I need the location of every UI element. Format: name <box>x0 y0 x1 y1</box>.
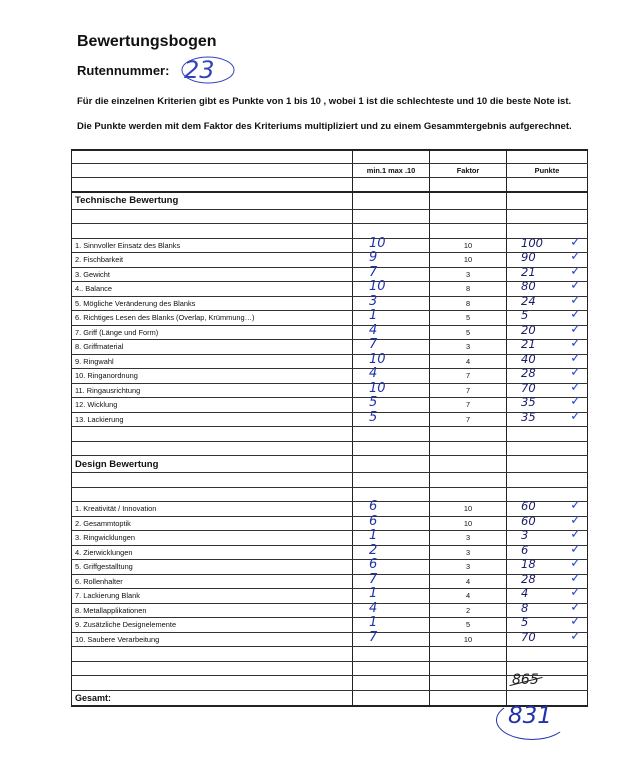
empty-cell <box>507 178 588 191</box>
check-mark-icon: ✓ <box>570 350 581 366</box>
handwritten-score: 1 <box>369 308 378 323</box>
criterion-label: 2. Gesammtoptik <box>71 517 353 531</box>
check-mark-icon: ✓ <box>570 541 581 557</box>
handwritten-score: 6 <box>369 557 378 572</box>
empty-cell <box>430 442 507 456</box>
score-cell <box>353 395 430 412</box>
score-cell <box>353 366 430 383</box>
check-mark-icon: ✓ <box>570 585 581 600</box>
check-mark-icon: ✓ <box>570 498 581 513</box>
empty-row <box>71 224 588 239</box>
rating-table <box>71 149 588 707</box>
punkte-cell <box>507 408 588 427</box>
table-header-row <box>71 164 588 179</box>
svg-text:23: 23 <box>184 56 215 84</box>
score-cell <box>353 293 430 311</box>
empty-cell <box>507 456 588 472</box>
check-mark-icon: ✓ <box>570 278 581 293</box>
score-cell <box>353 279 430 296</box>
faktor-cell: 10 <box>430 239 507 253</box>
criterion-label: 4.. Balance <box>71 282 353 296</box>
handwritten-score: 5 <box>369 409 378 425</box>
faktor-cell: 3 <box>430 340 507 354</box>
section-heading-row <box>71 193 588 210</box>
handwritten-score: 7 <box>369 264 378 280</box>
criterion-row <box>71 292 588 312</box>
score-cell <box>353 528 430 545</box>
intro-text-1: Für die einzelnen Kriterien gibt es Punkte von 1 bis 10 , wobei 1 ist die schlechteste und 10 die beste Note ist. <box>77 96 572 107</box>
empty-cell <box>430 691 507 705</box>
check-mark-icon: ✓ <box>570 527 581 542</box>
empty-cell <box>353 151 430 163</box>
faktor-cell: 8 <box>430 297 507 311</box>
header-score: min.1 max .10 <box>353 164 430 178</box>
handwritten-score: 3 <box>369 293 378 309</box>
criterion-row <box>71 365 588 384</box>
criterion-row <box>71 307 588 326</box>
criterion-label: 11. Ringausrichtung <box>71 384 353 398</box>
criterion-row <box>71 599 588 619</box>
empty-row <box>71 210 588 225</box>
criterion-row <box>71 336 588 355</box>
criterion-row <box>71 408 588 428</box>
criterion-label: 3. Ringwicklungen <box>71 531 353 545</box>
faktor-cell: 3 <box>430 268 507 282</box>
empty-row <box>71 178 588 193</box>
empty-cell <box>353 193 430 209</box>
faktor-cell: 2 <box>430 604 507 618</box>
criterion-row <box>71 541 588 561</box>
empty-cell <box>353 691 430 705</box>
faktor-cell: 3 <box>430 560 507 574</box>
empty-cell <box>507 193 588 209</box>
handwritten-punkte: 60 <box>521 499 536 513</box>
handwritten-punkte: 100 <box>521 235 543 250</box>
handwritten-score: 1 <box>369 615 378 630</box>
criterion-label: 7. Lackierung Blank <box>71 589 353 603</box>
empty-cell <box>71 224 353 238</box>
empty-cell <box>430 427 507 441</box>
faktor-cell: 10 <box>430 517 507 531</box>
score-cell <box>353 557 430 574</box>
criterion-label: 4. Zierwicklungen <box>71 546 353 560</box>
score-cell <box>353 600 430 618</box>
check-mark-icon: ✓ <box>570 365 581 380</box>
handwritten-punkte: 35 <box>521 395 536 409</box>
check-mark-icon: ✓ <box>570 512 581 528</box>
handwritten-score: 6 <box>369 513 378 529</box>
check-mark-icon: ✓ <box>570 408 581 424</box>
criterion-row <box>71 321 588 341</box>
handwritten-score: 6 <box>369 499 378 514</box>
criterion-row <box>71 628 588 648</box>
empty-cell <box>430 473 507 487</box>
handwritten-score: 1 <box>369 528 378 543</box>
handwritten-punkte: 18 <box>521 557 536 571</box>
score-cell <box>353 250 430 267</box>
check-mark-icon: ✓ <box>570 307 581 322</box>
score-cell <box>353 499 430 516</box>
empty-cell <box>353 473 430 487</box>
gesamt-label: Gesamt: <box>71 691 353 705</box>
check-mark-icon: ✓ <box>570 556 581 571</box>
handwritten-score: 5 <box>369 395 378 410</box>
criterion-label: 1. Sinnvoller Einsatz des Blanks <box>71 239 353 253</box>
handwritten-punkte: 6 <box>521 542 529 557</box>
empty-row <box>71 442 588 457</box>
handwritten-punkte: 70 <box>521 380 536 395</box>
header-empty <box>71 164 353 178</box>
handwritten-punkte: 35 <box>521 409 536 424</box>
empty-cell <box>430 488 507 502</box>
criterion-label: 10. Saubere Verarbeitung <box>71 633 353 647</box>
total-struck-through: 865 <box>512 672 539 688</box>
criterion-row <box>71 394 588 413</box>
criterion-row <box>71 234 588 254</box>
criterion-label: 1. Kreativität / Innovation <box>71 502 353 516</box>
empty-cell <box>353 178 430 191</box>
empty-cell <box>71 676 353 690</box>
faktor-cell: 4 <box>430 589 507 603</box>
empty-cell <box>71 151 353 163</box>
criterion-label: 6. Richtiges Lesen des Blanks (Overlap, Krümmung…) <box>71 311 353 325</box>
score-cell <box>353 264 430 282</box>
check-mark-icon: ✓ <box>570 599 581 615</box>
check-mark-icon: ✓ <box>570 234 581 250</box>
handwritten-punkte: 28 <box>521 366 536 380</box>
empty-row <box>71 662 588 677</box>
faktor-cell: 7 <box>430 398 507 412</box>
empty-cell <box>71 647 353 661</box>
empty-cell <box>430 662 507 676</box>
page-title: Bewertungsbogen <box>77 33 217 50</box>
empty-cell <box>507 647 588 661</box>
section-heading: Design Bewertung <box>71 456 353 472</box>
check-mark-icon: ✓ <box>570 394 581 409</box>
handwritten-score: 7 <box>369 571 378 587</box>
handwritten-punkte: 8 <box>521 600 529 615</box>
handwritten-score: 10 <box>369 351 386 367</box>
total-final: 831 <box>508 703 552 729</box>
empty-cell <box>353 488 430 502</box>
empty-cell <box>71 473 353 487</box>
empty-cell <box>71 488 353 502</box>
score-cell <box>353 380 430 398</box>
faktor-cell: 10 <box>430 253 507 267</box>
faktor-cell: 7 <box>430 384 507 398</box>
criterion-label: 9. Ringwahl <box>71 355 353 369</box>
empty-cell <box>430 456 507 472</box>
empty-cell <box>507 427 588 441</box>
criterion-row <box>71 263 588 283</box>
rutennummer-handwritten <box>178 52 238 91</box>
score-cell <box>353 542 430 560</box>
faktor-cell: 4 <box>430 355 507 369</box>
handwritten-score: 9 <box>369 250 378 265</box>
empty-cell <box>71 178 353 191</box>
handwritten-score: 4 <box>369 600 378 616</box>
criterion-label: 6. Rollenhalter <box>71 575 353 589</box>
check-mark-icon: ✓ <box>570 292 581 308</box>
empty-cell <box>71 662 353 676</box>
handwritten-score: 10 <box>369 235 386 251</box>
handwritten-punkte: 5 <box>521 615 529 629</box>
faktor-cell: 5 <box>430 311 507 325</box>
criterion-row <box>71 350 588 370</box>
section-heading-row <box>71 456 588 473</box>
score-cell <box>353 615 430 632</box>
handwritten-punkte: 21 <box>521 337 536 351</box>
empty-cell <box>353 676 430 690</box>
check-mark-icon: ✓ <box>570 570 581 586</box>
empty-cell <box>507 210 588 224</box>
criterion-label: 8. Metallapplikationen <box>71 604 353 618</box>
empty-row <box>71 473 588 488</box>
criterion-label: 12. Wicklung <box>71 398 353 412</box>
handwritten-punkte: 70 <box>521 629 536 644</box>
empty-row <box>71 427 588 442</box>
check-mark-icon: ✓ <box>570 336 581 351</box>
score-cell <box>353 308 430 325</box>
empty-cell <box>71 427 353 441</box>
handwritten-score: 10 <box>369 279 386 294</box>
criterion-label: 3. Gewicht <box>71 268 353 282</box>
criterion-row <box>71 556 588 575</box>
empty-cell <box>430 210 507 224</box>
empty-cell <box>353 647 430 661</box>
faktor-cell: 7 <box>430 413 507 427</box>
handwritten-punkte: 4 <box>521 586 529 600</box>
empty-cell <box>507 473 588 487</box>
check-mark-icon: ✓ <box>570 379 581 395</box>
punkte-cell <box>507 628 588 647</box>
empty-cell <box>430 178 507 191</box>
handwritten-punkte: 40 <box>521 351 536 366</box>
header-faktor: Faktor <box>430 164 507 178</box>
check-mark-icon: ✓ <box>570 249 581 264</box>
empty-row <box>71 676 588 691</box>
faktor-cell: 5 <box>430 326 507 340</box>
handwritten-score: 7 <box>369 629 378 645</box>
empty-row <box>71 149 588 164</box>
check-mark-icon: ✓ <box>570 614 581 629</box>
handwritten-punkte: 21 <box>521 264 536 279</box>
criterion-row <box>71 527 588 546</box>
empty-cell <box>71 442 353 456</box>
faktor-cell: 8 <box>430 282 507 296</box>
handwritten-punkte: 60 <box>521 513 536 528</box>
criterion-label: 5. Griffgestalltung <box>71 560 353 574</box>
criterion-row <box>71 585 588 604</box>
check-mark-icon: ✓ <box>570 628 581 644</box>
criterion-label: 5. Mögliche Veränderung des Blanks <box>71 297 353 311</box>
faktor-cell: 10 <box>430 633 507 647</box>
faktor-cell: 7 <box>430 369 507 383</box>
handwritten-score: 10 <box>369 380 386 396</box>
score-cell <box>353 629 430 647</box>
handwritten-punkte: 24 <box>521 293 536 308</box>
empty-row <box>71 647 588 662</box>
empty-cell <box>430 151 507 163</box>
criterion-label: 10. Ringanordnung <box>71 369 353 383</box>
check-mark-icon: ✓ <box>570 263 581 279</box>
criterion-label: 13. Lackierung <box>71 413 353 427</box>
score-cell <box>353 513 430 531</box>
handwritten-punkte: 80 <box>521 279 536 293</box>
handwritten-score: 4 <box>369 322 378 338</box>
rutennummer-label: Rutennummer: <box>77 63 170 78</box>
criterion-row <box>71 249 588 268</box>
criterion-row <box>71 379 588 399</box>
empty-cell <box>353 224 430 238</box>
empty-cell <box>430 224 507 238</box>
faktor-cell: 5 <box>430 618 507 632</box>
faktor-cell: 4 <box>430 575 507 589</box>
faktor-cell: 10 <box>430 502 507 516</box>
criterion-label: 9. Zusätzliche Designelemente <box>71 618 353 632</box>
empty-cell <box>430 193 507 209</box>
empty-cell <box>430 647 507 661</box>
section-heading: Technische Bewertung <box>71 193 353 209</box>
score-cell <box>353 351 430 369</box>
score-cell <box>353 571 430 589</box>
empty-cell <box>353 427 430 441</box>
handwritten-punkte: 3 <box>521 528 529 542</box>
empty-cell <box>353 210 430 224</box>
empty-cell <box>430 676 507 690</box>
faktor-cell: 3 <box>430 546 507 560</box>
criterion-row <box>71 278 588 297</box>
criterion-row <box>71 614 588 633</box>
faktor-cell: 3 <box>430 531 507 545</box>
handwritten-punkte: 28 <box>521 571 536 586</box>
empty-cell <box>353 442 430 456</box>
empty-cell <box>507 442 588 456</box>
empty-cell <box>353 456 430 472</box>
criterion-row <box>71 512 588 532</box>
handwritten-score: 7 <box>369 337 378 352</box>
score-cell <box>353 235 430 253</box>
handwritten-score: 2 <box>369 542 378 558</box>
handwritten-punkte: 90 <box>521 250 536 264</box>
handwritten-score: 1 <box>369 586 378 601</box>
empty-row <box>71 488 588 503</box>
criterion-label: 7. Griff (Länge und Form) <box>71 326 353 340</box>
score-cell <box>353 322 430 340</box>
score-cell <box>353 586 430 603</box>
handwritten-punkte: 20 <box>521 322 536 337</box>
empty-cell <box>507 151 588 163</box>
score-cell <box>353 337 430 354</box>
criterion-label: 8. Griffmaterial <box>71 340 353 354</box>
intro-text-2: Die Punkte werden mit dem Faktor des Kriteriums multipliziert und zu einem Gesammtergebnis aufgerechnet. <box>77 121 572 132</box>
criterion-row <box>71 498 588 517</box>
header-punkte: Punkte <box>507 164 588 178</box>
empty-cell <box>71 210 353 224</box>
score-cell <box>353 409 430 427</box>
handwritten-punkte: 5 <box>521 308 529 322</box>
criterion-row <box>71 570 588 590</box>
empty-cell <box>353 662 430 676</box>
check-mark-icon: ✓ <box>570 321 581 337</box>
handwritten-score: 4 <box>369 366 378 381</box>
criterion-label: 2. Fischbarkeit <box>71 253 353 267</box>
